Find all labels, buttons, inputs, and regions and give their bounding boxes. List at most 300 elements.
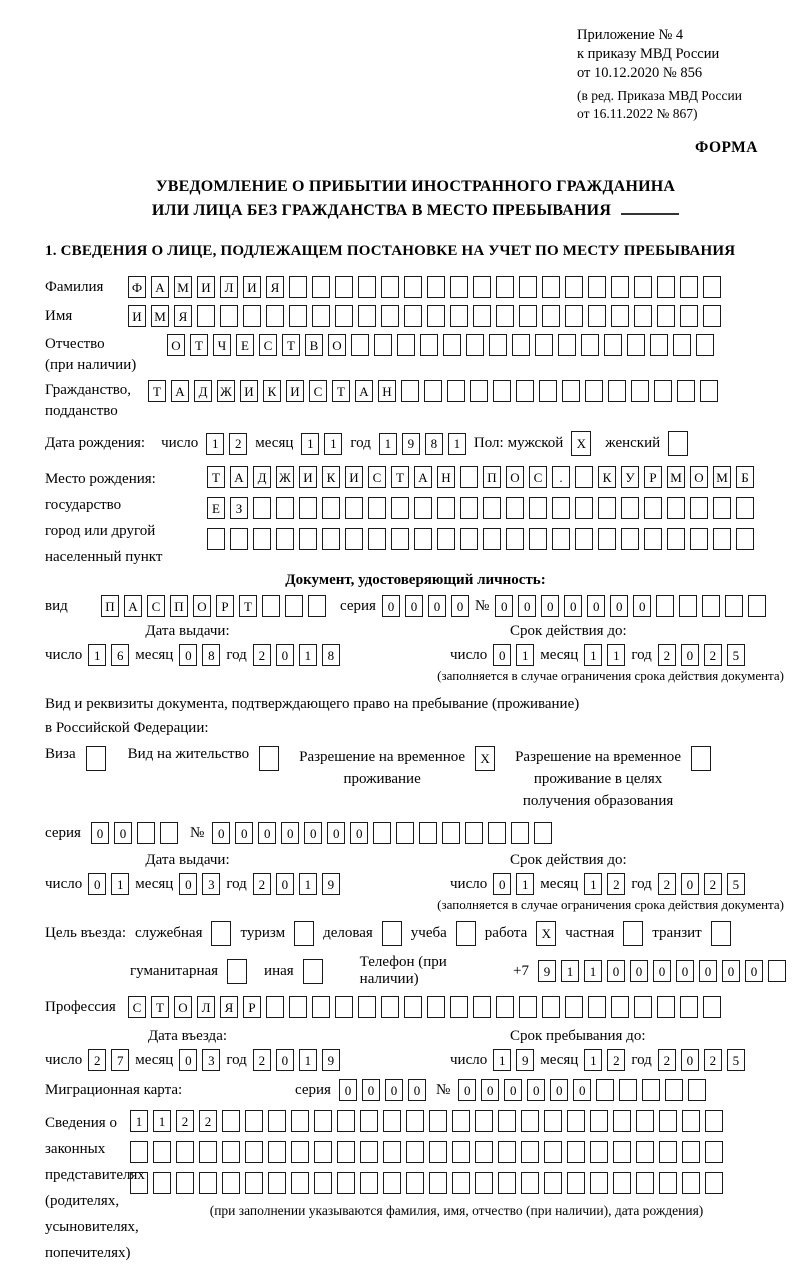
char-cell[interactable]: И [197,276,215,298]
char-cell[interactable] [534,822,552,844]
char-cell[interactable] [345,497,363,519]
char-cell[interactable] [406,1110,424,1132]
char-cell[interactable] [450,305,468,327]
char-cell[interactable] [552,497,570,519]
char-cell[interactable] [452,1172,470,1194]
char-cell[interactable]: 0 [653,960,671,982]
char-cell[interactable] [659,1110,677,1132]
char-cell[interactable] [452,1141,470,1163]
char-cell[interactable] [521,1141,539,1163]
char-cell[interactable] [488,822,506,844]
char-cell[interactable] [360,1141,378,1163]
char-cell[interactable] [397,334,415,356]
char-cell[interactable]: 5 [727,1049,745,1071]
char-cell[interactable] [429,1141,447,1163]
char-cell[interactable]: 0 [541,595,559,617]
patronymic-cells[interactable] [167,334,714,356]
char-cell[interactable] [383,1110,401,1132]
char-cell[interactable] [268,1141,286,1163]
char-cell[interactable] [506,528,524,550]
char-cell[interactable]: Л [197,996,215,1018]
char-cell[interactable]: 0 [504,1079,522,1101]
char-cell[interactable] [705,1141,723,1163]
char-cell[interactable] [227,959,247,984]
char-cell[interactable] [360,1110,378,1132]
char-cell[interactable] [642,1079,660,1101]
purpose-tourism-checkbox[interactable] [294,921,314,946]
char-cell[interactable]: 2 [253,1049,271,1071]
char-cell[interactable]: Д [194,380,212,402]
char-cell[interactable] [383,1172,401,1194]
char-cell[interactable] [473,276,491,298]
char-cell[interactable] [322,497,340,519]
char-cell[interactable]: Р [216,595,234,617]
char-cell[interactable]: Ж [276,466,294,488]
char-cell[interactable] [552,528,570,550]
char-cell[interactable] [335,276,353,298]
valid-month-cells[interactable] [584,644,625,666]
profession-cells[interactable] [128,996,721,1018]
char-cell[interactable]: М [713,466,731,488]
char-cell[interactable]: Я [220,996,238,1018]
char-cell[interactable]: 9 [322,873,340,895]
char-cell[interactable] [631,380,649,402]
char-cell[interactable]: 0 [676,960,694,982]
char-cell[interactable]: С [529,466,547,488]
char-cell[interactable]: 0 [493,644,511,666]
char-cell[interactable]: 0 [610,595,628,617]
sex-female-checkbox[interactable] [668,431,688,456]
char-cell[interactable]: 0 [235,822,253,844]
char-cell[interactable]: Ч [213,334,231,356]
char-cell[interactable]: О [174,996,192,1018]
char-cell[interactable]: 0 [179,644,197,666]
char-cell[interactable]: 9 [538,960,556,982]
char-cell[interactable] [575,528,593,550]
char-cell[interactable]: 2 [229,433,247,455]
temp-residence-permit-checkbox[interactable] [475,746,495,771]
char-cell[interactable] [565,996,583,1018]
char-cell[interactable] [511,822,529,844]
char-cell[interactable]: Т [207,466,225,488]
char-cell[interactable]: Н [378,380,396,402]
char-cell[interactable] [725,595,743,617]
char-cell[interactable] [542,276,560,298]
char-cell[interactable] [657,276,675,298]
char-cell[interactable]: И [345,466,363,488]
char-cell[interactable] [677,380,695,402]
char-cell[interactable]: 0 [91,822,109,844]
char-cell[interactable]: 8 [425,433,443,455]
char-cell[interactable]: 0 [258,822,276,844]
char-cell[interactable]: М [667,466,685,488]
char-cell[interactable] [700,380,718,402]
char-cell[interactable] [667,497,685,519]
birth-month-cells[interactable] [301,433,342,455]
char-cell[interactable]: 2 [704,1049,722,1071]
char-cell[interactable] [266,996,284,1018]
char-cell[interactable]: 3 [202,873,220,895]
char-cell[interactable] [705,1172,723,1194]
char-cell[interactable] [604,334,622,356]
char-cell[interactable] [590,1141,608,1163]
char-cell[interactable] [276,497,294,519]
char-cell[interactable]: О [690,466,708,488]
char-cell[interactable] [475,1172,493,1194]
char-cell[interactable]: Т [151,996,169,1018]
char-cell[interactable]: 1 [607,644,625,666]
char-cell[interactable]: 2 [704,644,722,666]
char-cell[interactable] [460,466,478,488]
char-cell[interactable]: 0 [281,822,299,844]
char-cell[interactable] [447,380,465,402]
char-cell[interactable] [588,276,606,298]
char-cell[interactable] [153,1141,171,1163]
char-cell[interactable] [211,921,231,946]
char-cell[interactable] [137,822,155,844]
char-cell[interactable] [312,996,330,1018]
char-cell[interactable] [493,380,511,402]
char-cell[interactable] [575,497,593,519]
char-cell[interactable] [291,1110,309,1132]
char-cell[interactable] [703,305,721,327]
char-cell[interactable] [544,1172,562,1194]
purpose-official-checkbox[interactable] [211,921,231,946]
purpose-work-checkbox[interactable] [536,921,556,946]
char-cell[interactable] [498,1110,516,1132]
char-cell[interactable]: 9 [402,433,420,455]
char-cell[interactable] [406,1141,424,1163]
char-cell[interactable] [496,305,514,327]
char-cell[interactable] [542,305,560,327]
char-cell[interactable] [303,959,323,984]
char-cell[interactable] [611,276,629,298]
char-cell[interactable] [222,1172,240,1194]
char-cell[interactable] [768,960,786,982]
char-cell[interactable] [680,276,698,298]
char-cell[interactable] [291,1141,309,1163]
char-cell[interactable] [207,528,225,550]
char-cell[interactable] [86,746,106,771]
char-cell[interactable] [312,305,330,327]
char-cell[interactable]: 8 [322,644,340,666]
char-cell[interactable]: 0 [745,960,763,982]
char-cell[interactable] [506,497,524,519]
issue-day-cells[interactable] [88,873,129,895]
char-cell[interactable]: 2 [658,1049,676,1071]
char-cell[interactable]: М [174,276,192,298]
char-cell[interactable] [294,921,314,946]
char-cell[interactable] [276,528,294,550]
char-cell[interactable]: 1 [130,1110,148,1132]
residence-permit-checkbox[interactable] [259,746,279,771]
char-cell[interactable] [429,1110,447,1132]
char-cell[interactable]: 2 [607,873,625,895]
char-cell[interactable]: Т [148,380,166,402]
char-cell[interactable] [581,334,599,356]
char-cell[interactable] [667,528,685,550]
char-cell[interactable]: 1 [111,873,129,895]
char-cell[interactable]: П [170,595,188,617]
char-cell[interactable]: 2 [704,873,722,895]
birthplace-cells-row3[interactable] [207,528,754,550]
char-cell[interactable] [360,1172,378,1194]
issue-month-cells[interactable] [179,644,220,666]
char-cell[interactable] [668,431,688,456]
char-cell[interactable] [516,380,534,402]
char-cell[interactable] [748,595,766,617]
char-cell[interactable] [351,334,369,356]
char-cell[interactable] [335,305,353,327]
char-cell[interactable]: 1 [584,644,602,666]
char-cell[interactable] [382,921,402,946]
char-cell[interactable]: А [124,595,142,617]
char-cell[interactable] [590,1172,608,1194]
purpose-other-checkbox[interactable] [303,959,323,984]
char-cell[interactable] [391,497,409,519]
char-cell[interactable]: С [128,996,146,1018]
char-cell[interactable]: Я [266,276,284,298]
char-cell[interactable]: 0 [179,873,197,895]
char-cell[interactable] [314,1141,332,1163]
char-cell[interactable]: И [128,305,146,327]
char-cell[interactable] [682,1141,700,1163]
representatives-cells-row3[interactable] [130,1172,723,1194]
char-cell[interactable]: 0 [428,595,446,617]
char-cell[interactable]: 1 [379,433,397,455]
char-cell[interactable] [611,996,629,1018]
char-cell[interactable]: М [151,305,169,327]
char-cell[interactable] [381,996,399,1018]
char-cell[interactable] [598,528,616,550]
char-cell[interactable]: 0 [385,1079,403,1101]
char-cell[interactable] [613,1110,631,1132]
char-cell[interactable] [266,305,284,327]
char-cell[interactable] [358,305,376,327]
char-cell[interactable]: И [243,276,261,298]
char-cell[interactable] [521,1110,539,1132]
char-cell[interactable]: Е [207,497,225,519]
char-cell[interactable]: 1 [584,960,602,982]
char-cell[interactable]: 1 [493,1049,511,1071]
char-cell[interactable]: 0 [327,822,345,844]
char-cell[interactable] [702,595,720,617]
char-cell[interactable] [539,380,557,402]
char-cell[interactable] [665,1079,683,1101]
char-cell[interactable]: Ж [217,380,235,402]
char-cell[interactable] [608,380,626,402]
char-cell[interactable]: 0 [587,595,605,617]
char-cell[interactable] [437,497,455,519]
char-cell[interactable]: 0 [88,873,106,895]
char-cell[interactable] [682,1172,700,1194]
char-cell[interactable]: 0 [382,595,400,617]
char-cell[interactable] [259,746,279,771]
issue-year-cells[interactable] [253,644,340,666]
char-cell[interactable] [588,305,606,327]
char-cell[interactable] [442,822,460,844]
char-cell[interactable] [575,466,593,488]
char-cell[interactable] [498,1141,516,1163]
char-cell[interactable] [437,528,455,550]
char-cell[interactable]: 0 [405,595,423,617]
char-cell[interactable]: 0 [212,822,230,844]
citizenship-cells[interactable] [148,380,718,402]
char-cell[interactable] [404,305,422,327]
char-cell[interactable]: 1 [153,1110,171,1132]
char-cell[interactable] [299,497,317,519]
char-cell[interactable]: 1 [299,644,317,666]
char-cell[interactable]: 2 [176,1110,194,1132]
char-cell[interactable]: Д [253,466,271,488]
char-cell[interactable] [312,276,330,298]
char-cell[interactable]: 3 [202,1049,220,1071]
char-cell[interactable]: 0 [350,822,368,844]
char-cell[interactable]: X [536,921,556,946]
char-cell[interactable] [682,1110,700,1132]
stay-year-cells[interactable] [658,1049,745,1071]
char-cell[interactable] [374,334,392,356]
doc-kind-cells[interactable] [101,595,326,617]
char-cell[interactable]: 0 [550,1079,568,1101]
char-cell[interactable] [427,276,445,298]
char-cell[interactable] [291,1172,309,1194]
char-cell[interactable] [381,276,399,298]
char-cell[interactable] [544,1141,562,1163]
char-cell[interactable]: 0 [633,595,651,617]
char-cell[interactable]: О [328,334,346,356]
char-cell[interactable] [585,380,603,402]
char-cell[interactable]: 1 [301,433,319,455]
char-cell[interactable] [153,1172,171,1194]
char-cell[interactable] [656,595,674,617]
char-cell[interactable] [473,996,491,1018]
char-cell[interactable]: 2 [607,1049,625,1071]
char-cell[interactable] [268,1172,286,1194]
char-cell[interactable]: 1 [516,873,534,895]
char-cell[interactable] [567,1110,585,1132]
char-cell[interactable] [314,1110,332,1132]
char-cell[interactable] [404,276,422,298]
char-cell[interactable]: 0 [681,1049,699,1071]
char-cell[interactable] [253,528,271,550]
issue-month-cells[interactable] [179,873,220,895]
char-cell[interactable]: Т [190,334,208,356]
char-cell[interactable] [429,1172,447,1194]
char-cell[interactable] [519,276,537,298]
char-cell[interactable] [197,305,215,327]
char-cell[interactable] [460,497,478,519]
char-cell[interactable] [381,305,399,327]
char-cell[interactable] [498,1172,516,1194]
char-cell[interactable] [470,380,488,402]
char-cell[interactable] [562,380,580,402]
char-cell[interactable]: Б [736,466,754,488]
char-cell[interactable]: 2 [199,1110,217,1132]
char-cell[interactable] [456,921,476,946]
char-cell[interactable] [489,334,507,356]
char-cell[interactable] [636,1172,654,1194]
char-cell[interactable]: С [259,334,277,356]
char-cell[interactable] [130,1141,148,1163]
char-cell[interactable]: К [263,380,281,402]
char-cell[interactable] [253,497,271,519]
char-cell[interactable] [535,334,553,356]
char-cell[interactable]: С [147,595,165,617]
purpose-transit-checkbox[interactable] [711,921,731,946]
char-cell[interactable]: К [322,466,340,488]
char-cell[interactable] [427,996,445,1018]
char-cell[interactable]: 0 [114,822,132,844]
char-cell[interactable] [308,595,326,617]
char-cell[interactable] [160,822,178,844]
char-cell[interactable] [289,276,307,298]
char-cell[interactable] [542,996,560,1018]
stay-month-cells[interactable] [584,1049,625,1071]
char-cell[interactable] [450,276,468,298]
char-cell[interactable]: 5 [727,873,745,895]
char-cell[interactable] [703,276,721,298]
purpose-humanitarian-checkbox[interactable] [227,959,247,984]
char-cell[interactable]: 1 [299,873,317,895]
char-cell[interactable] [299,528,317,550]
char-cell[interactable] [565,305,583,327]
char-cell[interactable]: Ф [128,276,146,298]
char-cell[interactable] [337,1110,355,1132]
char-cell[interactable]: Л [220,276,238,298]
char-cell[interactable] [220,305,238,327]
char-cell[interactable] [176,1141,194,1163]
char-cell[interactable] [245,1110,263,1132]
char-cell[interactable] [619,1079,637,1101]
char-cell[interactable] [691,746,711,771]
char-cell[interactable] [414,497,432,519]
stay-doc-series-cells[interactable] [91,822,178,844]
char-cell[interactable]: П [483,466,501,488]
char-cell[interactable]: Т [239,595,257,617]
migration-card-series-cells[interactable] [339,1079,426,1101]
char-cell[interactable]: 1 [88,644,106,666]
char-cell[interactable]: . [552,466,570,488]
char-cell[interactable] [657,305,675,327]
char-cell[interactable]: О [193,595,211,617]
char-cell[interactable] [567,1172,585,1194]
char-cell[interactable]: 0 [304,822,322,844]
char-cell[interactable] [636,1110,654,1132]
char-cell[interactable]: 1 [561,960,579,982]
char-cell[interactable] [596,1079,614,1101]
valid-day-cells[interactable] [493,873,534,895]
char-cell[interactable] [406,1172,424,1194]
char-cell[interactable] [420,334,438,356]
char-cell[interactable]: 7 [111,1049,129,1071]
char-cell[interactable] [659,1141,677,1163]
char-cell[interactable]: 6 [111,644,129,666]
char-cell[interactable] [512,334,530,356]
firstname-cells[interactable] [128,305,721,327]
char-cell[interactable]: П [101,595,119,617]
char-cell[interactable]: 0 [481,1079,499,1101]
char-cell[interactable]: 2 [658,873,676,895]
char-cell[interactable]: А [171,380,189,402]
char-cell[interactable] [713,528,731,550]
char-cell[interactable] [222,1141,240,1163]
char-cell[interactable]: 1 [584,873,602,895]
char-cell[interactable]: 9 [322,1049,340,1071]
char-cell[interactable] [130,1172,148,1194]
char-cell[interactable]: 5 [727,644,745,666]
char-cell[interactable]: 1 [299,1049,317,1071]
